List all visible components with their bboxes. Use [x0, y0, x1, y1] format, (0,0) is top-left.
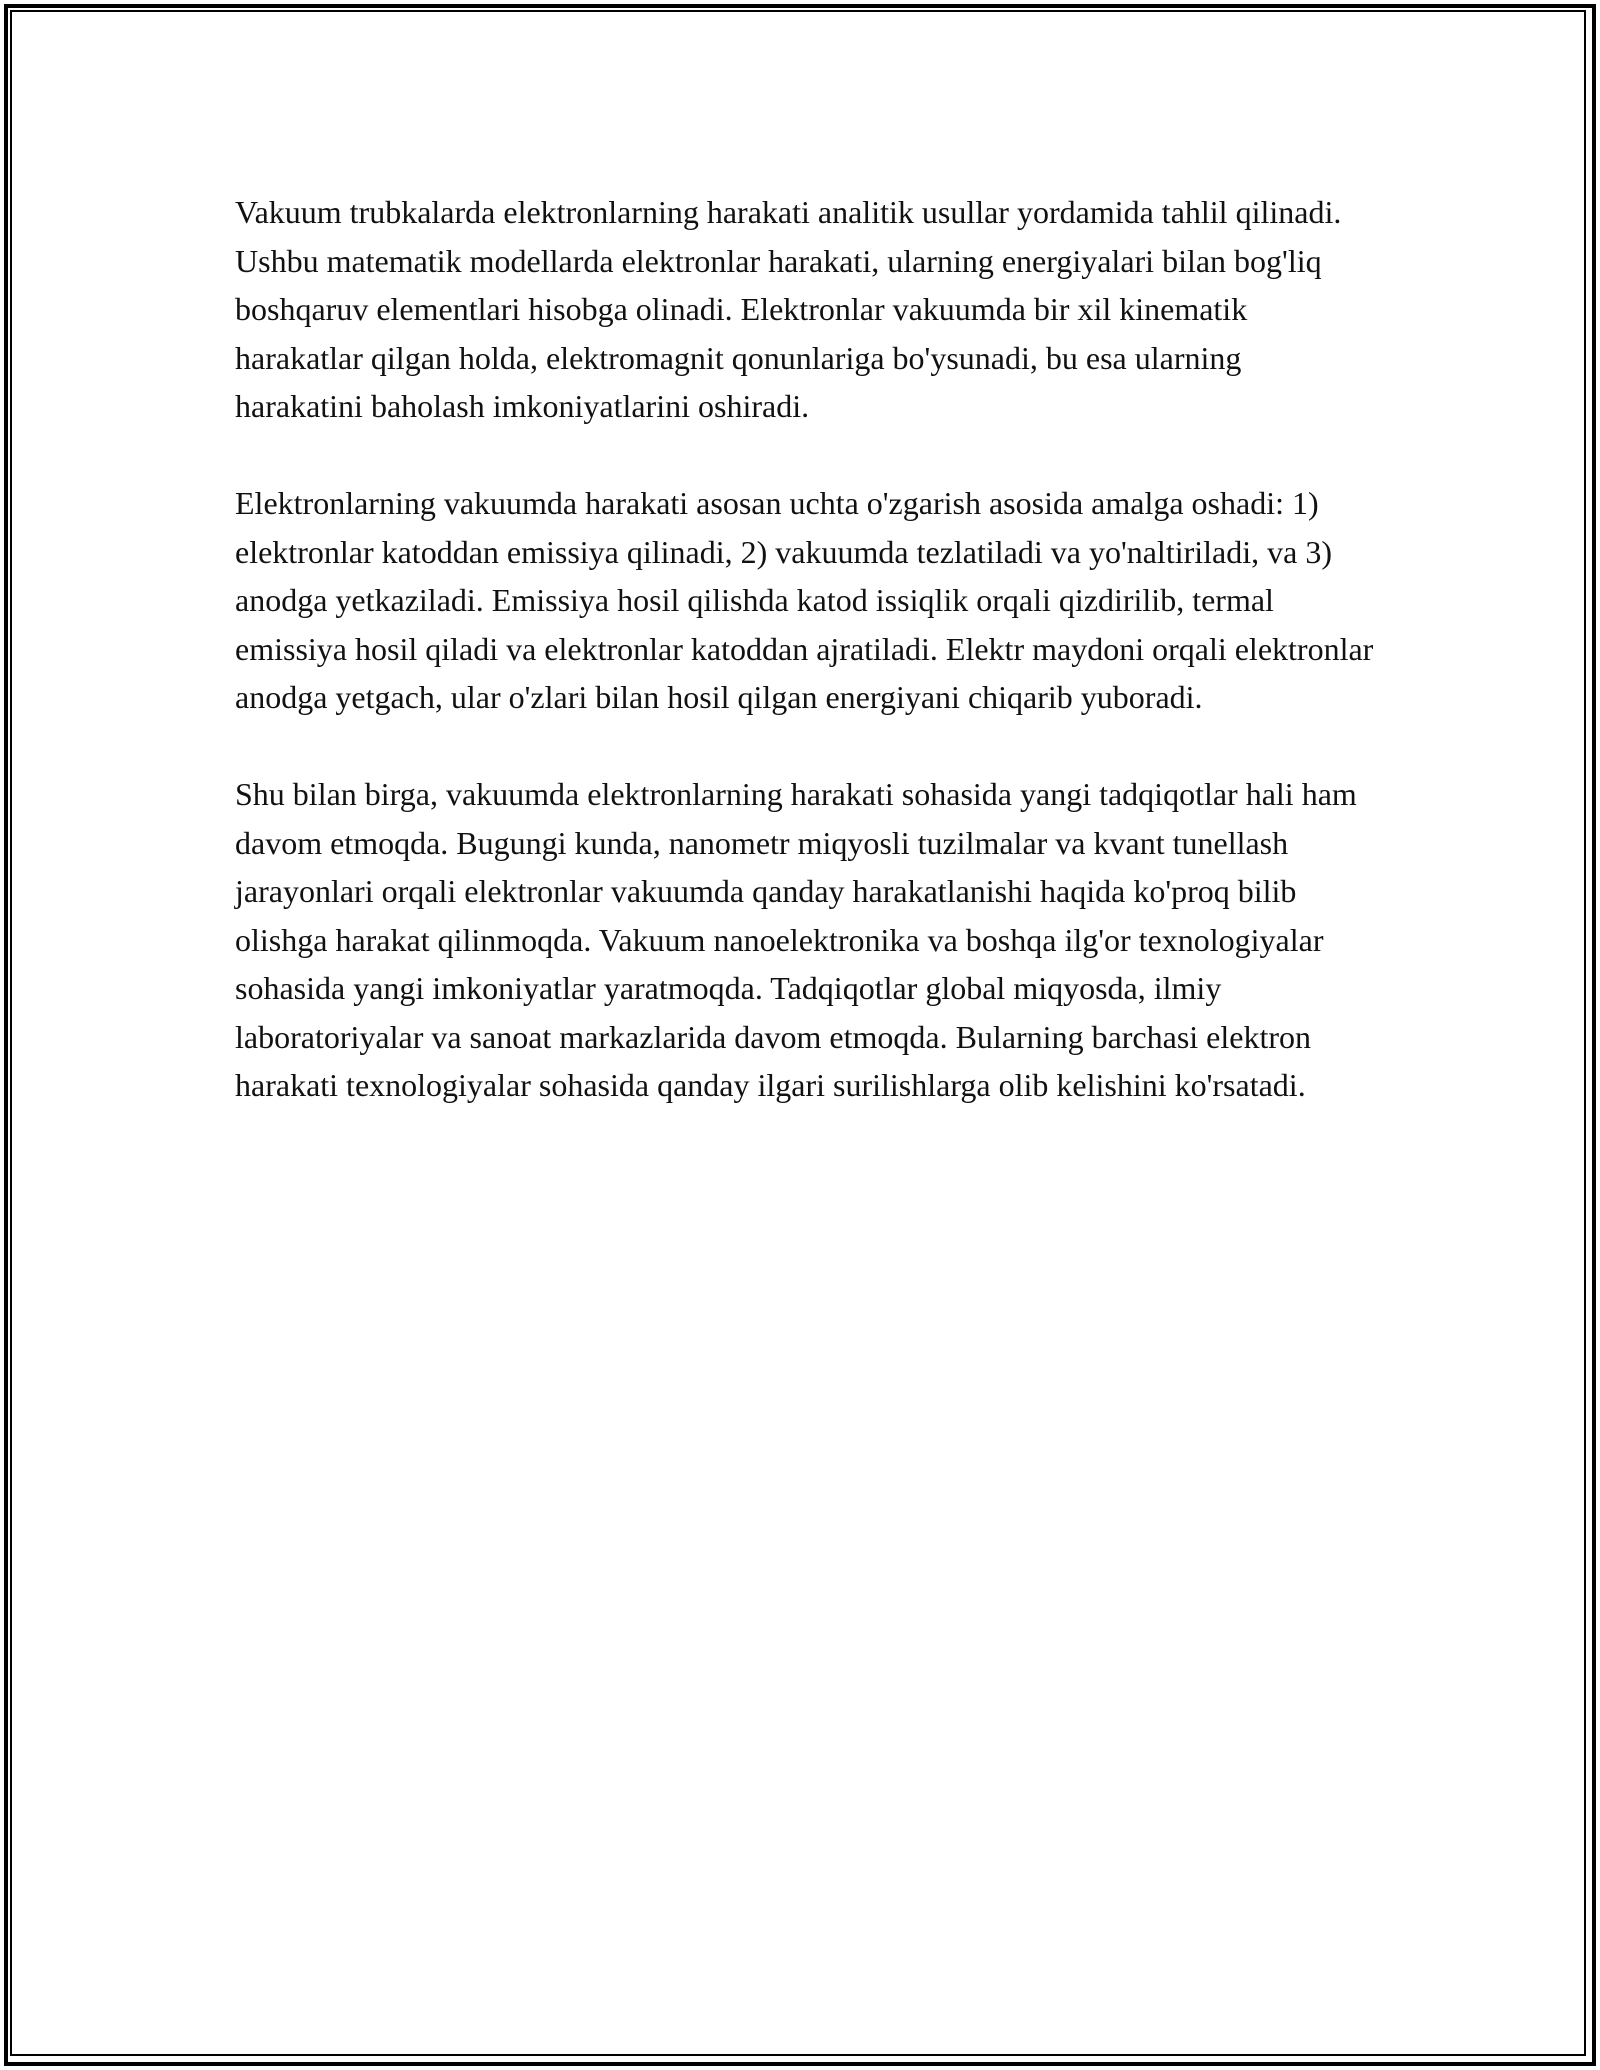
paragraph-1: Vakuum trubkalarda elektronlarning harakati analitik usullar yordamida tahlil qilinadi. Ushbu matematik modellarda elektronlar harakati, ularning energiyalari bilan bog'liq boshqaruv elementlari hisobga olinadi. Elektronlar vakuumda bir xil kinematik harakatlar qilgan holda, elektromagnit qonunlariga bo'ysunadi, bu esa ularning harakatini baholash imkoniyatlarini oshiradi.: [235, 194, 1342, 424]
paragraph-2: Elektronlarning vakuumda harakati asosan uchta o'zgarish asosida amalga oshadi: 1) elektronlar katoddan emissiya qilinadi, 2) vakuumda tezlatiladi va yo'naltiriladi, va 3) anodga yetkaziladi. Emissiya hosil qilishda katod issiqlik orqali qizdirilib, termal emissiya hosil qiladi va elektronlar katoddan ajratiladi. Elektr maydoni orqali elektronlar anodga yetgach, ular o'zlari bilan hosil qilgan energiyani chiqarib yuboradi.: [235, 485, 1374, 715]
document-body: [235, 188, 1375, 1158]
paragraph-3: Shu bilan birga, vakuumda elektronlarning harakati sohasida yangi tadqiqotlar hali ham davom etmoqda. Bugungi kunda, nanometr miqyosli tuzilmalar va kvant tunellash jarayonlari orqali elektronlar vakuumda qanday harakatlanishi haqida ko'proq bilib olishga harakat qilinmoqda. Vakuum nanoelektronika va boshqa ilg'or texnologiyalar sohasida yangi imkoniyatlar yaratmoqda. Tadqiqotlar global miqyosda, ilmiy laboratoriyalar va sanoat markazlarida davom etmoqda. Bularning barchasi elektron harakati texnologiyalar sohasida qanday ilgari surilishlarga olib kelishini ko'rsatadi.: [235, 776, 1357, 1103]
